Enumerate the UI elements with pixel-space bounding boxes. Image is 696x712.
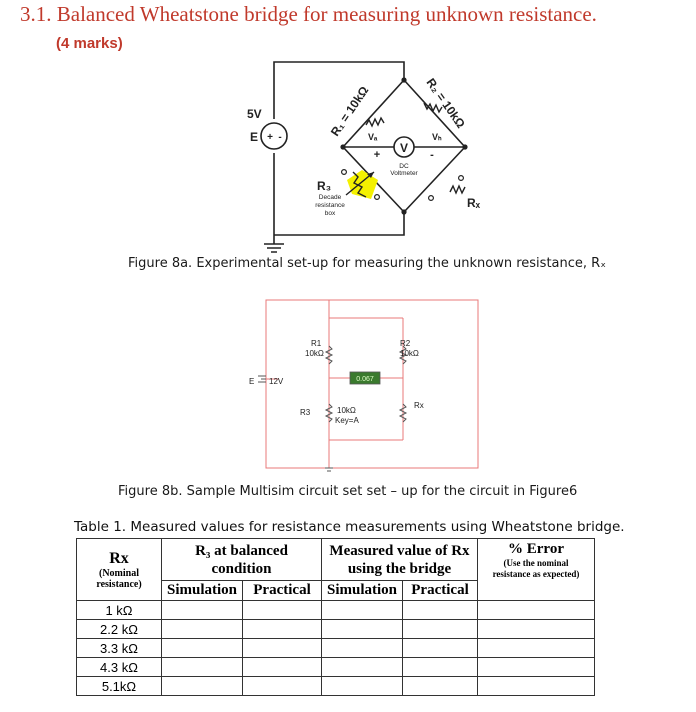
multisim-battery-icon <box>258 376 266 382</box>
battery-plus: + <box>267 132 273 143</box>
junction-top <box>401 77 406 82</box>
r2-label: R₂ = 10kΩ <box>423 75 468 131</box>
header-row <box>77 539 595 581</box>
cell <box>243 620 322 639</box>
question-title: 3.1. Balanced Wheatstone bridge for measuring unknown resistance. <box>20 2 597 26</box>
row-label: 5.1kΩ <box>77 677 162 696</box>
multisim-ground-icon <box>325 468 333 471</box>
meter-plus: + <box>373 149 381 161</box>
cell <box>403 620 478 639</box>
meter-reading: 0.067 <box>356 376 374 383</box>
cell <box>322 601 403 620</box>
cell <box>322 639 403 658</box>
battery-icon <box>261 123 287 149</box>
arm-rx <box>404 147 465 212</box>
table-row <box>77 620 595 639</box>
resistor-rx <box>450 186 465 193</box>
subheader-practical-r3: Practical <box>243 581 322 601</box>
cell <box>403 677 478 696</box>
header-rx <box>77 539 162 601</box>
header-rx-sub-2: resistance) <box>96 578 142 590</box>
header-r3-line-1: R₃ at balanced <box>195 542 288 559</box>
multisim-r1-name: R1 <box>311 339 322 348</box>
table-row <box>77 677 595 696</box>
header-error-sub-1: (Use the nominal <box>503 557 569 568</box>
row-label: 3.3 kΩ <box>77 639 162 658</box>
figure-8b-caption: Figure 8b. Sample Multisim circuit set set – up for the circuit in Figure6 <box>118 484 578 499</box>
subheader-practical-measured: Practical <box>403 581 478 601</box>
cell <box>478 639 595 658</box>
header-measured-line-2: using the bridge <box>347 560 452 577</box>
multisim-r3-value: 10kΩ <box>337 406 356 415</box>
figure-8a-caption: Figure 8a. Experimental set-up for measuring the unknown resistance, Rₓ <box>128 256 606 271</box>
header-r3 <box>162 539 322 581</box>
cell <box>403 639 478 658</box>
va-label: Vₐ <box>368 132 378 142</box>
cell <box>478 601 595 620</box>
cell <box>243 601 322 620</box>
cell <box>243 658 322 677</box>
cell <box>162 639 243 658</box>
row-label: 4.3 kΩ <box>77 658 162 677</box>
figure-8a-schematic <box>0 55 696 255</box>
voltmeter-name-1: DC <box>399 163 409 170</box>
cell <box>162 601 243 620</box>
cell <box>478 677 595 696</box>
multisim-r1-value: 10kΩ <box>305 349 324 358</box>
results-table <box>76 538 595 696</box>
header-error <box>478 539 595 581</box>
subheader-error-blank <box>478 581 595 601</box>
source-label: E <box>250 130 259 144</box>
multisim-r2-name: R2 <box>400 339 411 348</box>
wire-bottom <box>274 229 404 235</box>
multisim-r3-name: R3 <box>300 408 311 417</box>
cell <box>478 620 595 639</box>
r3-desc-2: resistance <box>315 202 345 209</box>
voltmeter-symbol: V <box>399 141 409 155</box>
table-row <box>77 639 595 658</box>
cell <box>478 658 595 677</box>
source-voltage: 5V <box>247 107 262 121</box>
cell <box>162 658 243 677</box>
table-row <box>77 601 595 620</box>
junction-va <box>340 144 345 149</box>
cell <box>243 639 322 658</box>
r3-desc-1: Decade <box>318 194 342 201</box>
vb-label: Vₕ <box>432 132 442 142</box>
header-rx-title: Rx <box>109 549 129 567</box>
subheader-simulation-measured: Simulation <box>322 581 403 601</box>
junction-vb <box>462 144 467 149</box>
cell <box>162 677 243 696</box>
cell <box>243 677 322 696</box>
multisim-source-value: 12V <box>269 377 284 386</box>
resistor-r1 <box>366 118 384 126</box>
r3-label: R₃ <box>317 179 332 193</box>
cell <box>322 620 403 639</box>
r3-desc-3: box <box>324 210 336 217</box>
header-rx-sub-1: (Nominal <box>99 567 139 579</box>
header-measured <box>322 539 478 581</box>
cell <box>162 620 243 639</box>
cell <box>322 677 403 696</box>
cell <box>403 601 478 620</box>
row-label: 1 kΩ <box>77 601 162 620</box>
r1-label: R₁ = 10kΩ <box>327 83 372 139</box>
cell <box>403 658 478 677</box>
subheader-simulation-r3: Simulation <box>162 581 243 601</box>
rx-label: Rₓ <box>467 196 481 210</box>
battery-minus: - <box>278 132 282 143</box>
wire-top <box>274 62 404 119</box>
header-r3-line-2: condition <box>211 560 272 577</box>
table-row <box>77 658 595 677</box>
multisim-r3-key: Key=A <box>335 416 359 425</box>
table-caption: Table 1. Measured values for resistance measurements using Wheatstone bridge. <box>74 519 625 535</box>
header-measured-line-1: Measured value of Rx <box>329 542 470 559</box>
cell <box>322 658 403 677</box>
row-label: 2.2 kΩ <box>77 620 162 639</box>
multisim-rx-name: Rx <box>414 401 424 410</box>
meter-minus: - <box>430 149 434 161</box>
multisim-r2-value: 10kΩ <box>400 349 419 358</box>
header-error-title: % Error <box>508 540 564 557</box>
question-marks: (4 marks) <box>56 35 123 52</box>
junction-bottom <box>401 209 406 214</box>
voltmeter-name-2: Voltmeter <box>390 170 418 177</box>
ground-icon <box>264 244 284 252</box>
header-error-sub-2: resistance as expected) <box>492 568 580 579</box>
multisim-source-name: E <box>249 377 255 386</box>
figure-8b-multisim <box>0 290 696 480</box>
